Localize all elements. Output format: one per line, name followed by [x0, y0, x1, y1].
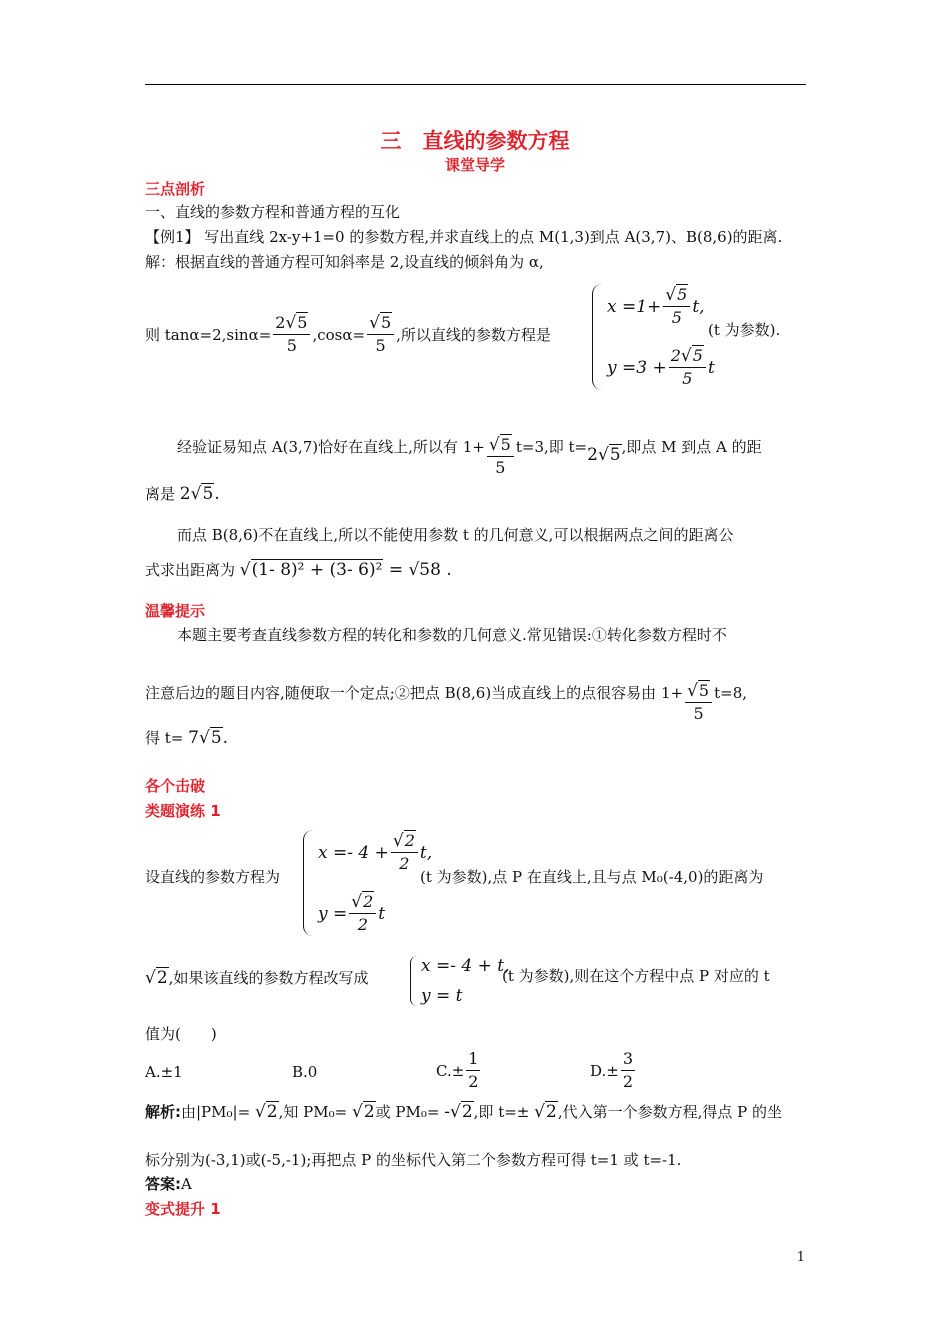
tip-line-3: 得 t= 7√5. [145, 728, 229, 748]
option-a: A.±1 [145, 1063, 183, 1081]
parametric-system-1: x =1+ $\frac{√5}{5}$ t, y =3 + $\frac{2√5}{5}$ t [592, 284, 715, 390]
section-tips: 温馨提示 [145, 602, 206, 620]
page-number: 1 [796, 1250, 805, 1265]
practice-q2-c: (t 为参数),则在这个方程中点 P 对应的 t [502, 967, 770, 985]
solution-line-5: 而点 B(8,6)不在直线上,所以不能使用参数 t 的几何意义,可以根据两点之间的距离公 [177, 526, 734, 544]
cos-fraction: $\frac{√5}{5}$ [367, 312, 394, 357]
header-rule [145, 84, 806, 85]
tip-line-1: 本题主要考查直线参数方程的转化和参数的几何意义.常见错误:①转化参数方程时不 [177, 626, 727, 644]
section-analysis: 三点剖析 [145, 180, 206, 198]
practice-q1-a: 设直线的参数方程为 [145, 868, 281, 886]
option-b: B.0 [292, 1063, 318, 1081]
solution-line-6: 式求出距离为 √(1- 8)² + (3- 6)² = √58 . [145, 560, 452, 580]
parametric-system-2: x =- 4 + $\frac{√2}{2}$ t, y = $\frac{√2}{2}$ t [303, 830, 432, 936]
solution-line-1: 解：根据直线的普通方程可知斜率是 2,设直线的倾斜角为 α, [145, 253, 544, 271]
practice-q3: 值为( ) [145, 1025, 217, 1043]
section-variant: 变式提升 1 [145, 1200, 221, 1218]
example-heading: 一、直线的参数方程和普通方程的互化 [145, 203, 401, 221]
tip-line-2: 注意后边的题目内容,随便取一个定点;②把点 B(8,6)当成直线上的点很容易由 1+ $\frac{√5}{5}$ t=8, [145, 681, 748, 723]
practice-solution-1: 解析:由|PM₀|= √2,知 PM₀= √2或 PM₀= -√2,即 t=± √2,代入第一个参数方程,得点 P 的坐 [145, 1102, 782, 1122]
page-title: 三 直线的参数方程 [380, 129, 570, 153]
solution-line-3: 经验证易知点 A(3,7)恰好在直线上,所以有 1+ $\frac{√5}{5}$ t=3,即 t= 2√5 ,即点 M 到点 A 的距 [177, 435, 762, 477]
param-note-1: (t 为参数). [708, 321, 781, 339]
parametric-system-3: x =- 4 + t, y = t [410, 956, 510, 1006]
answer: 答案:A [145, 1175, 192, 1193]
practice-solution-2: 标分别为(-3,1)或(-5,-1);再把点 P 的坐标代入第二个参数方程可得 t=1 或 t=-1. [145, 1151, 682, 1169]
option-d: D.± $\frac{3}{2}$ [590, 1049, 634, 1091]
example-problem: 【例1】 写出直线 2x-y+1=0 的参数方程,并求直线上的点 M(1,3)到点 A(3,7)、B(8,6)的距离. [145, 228, 783, 246]
sin-fraction: $\frac{2√5}{5}$ [273, 312, 310, 357]
option-c: C.± $\frac{1}{2}$ [436, 1049, 479, 1091]
practice-q2: √2,如果该直线的参数方程改写成 [145, 968, 369, 988]
practice-q1-b: (t 为参数),点 P 在直线上,且与点 M₀(-4,0)的距离为 [420, 868, 764, 886]
solution-line-2: 则 tanα=2,sinα= $\frac{2√5}{5}$ ,cosα= $\frac{√5}{5}$ ,所以直线的参数方程是 [145, 313, 551, 355]
section-breakthrough: 各个击破 [145, 777, 206, 795]
solution-line-4: 离是 2√5. [145, 484, 220, 504]
section-practice: 类题演练 1 [145, 802, 221, 820]
page-subtitle: 课堂导学 [444, 156, 505, 174]
